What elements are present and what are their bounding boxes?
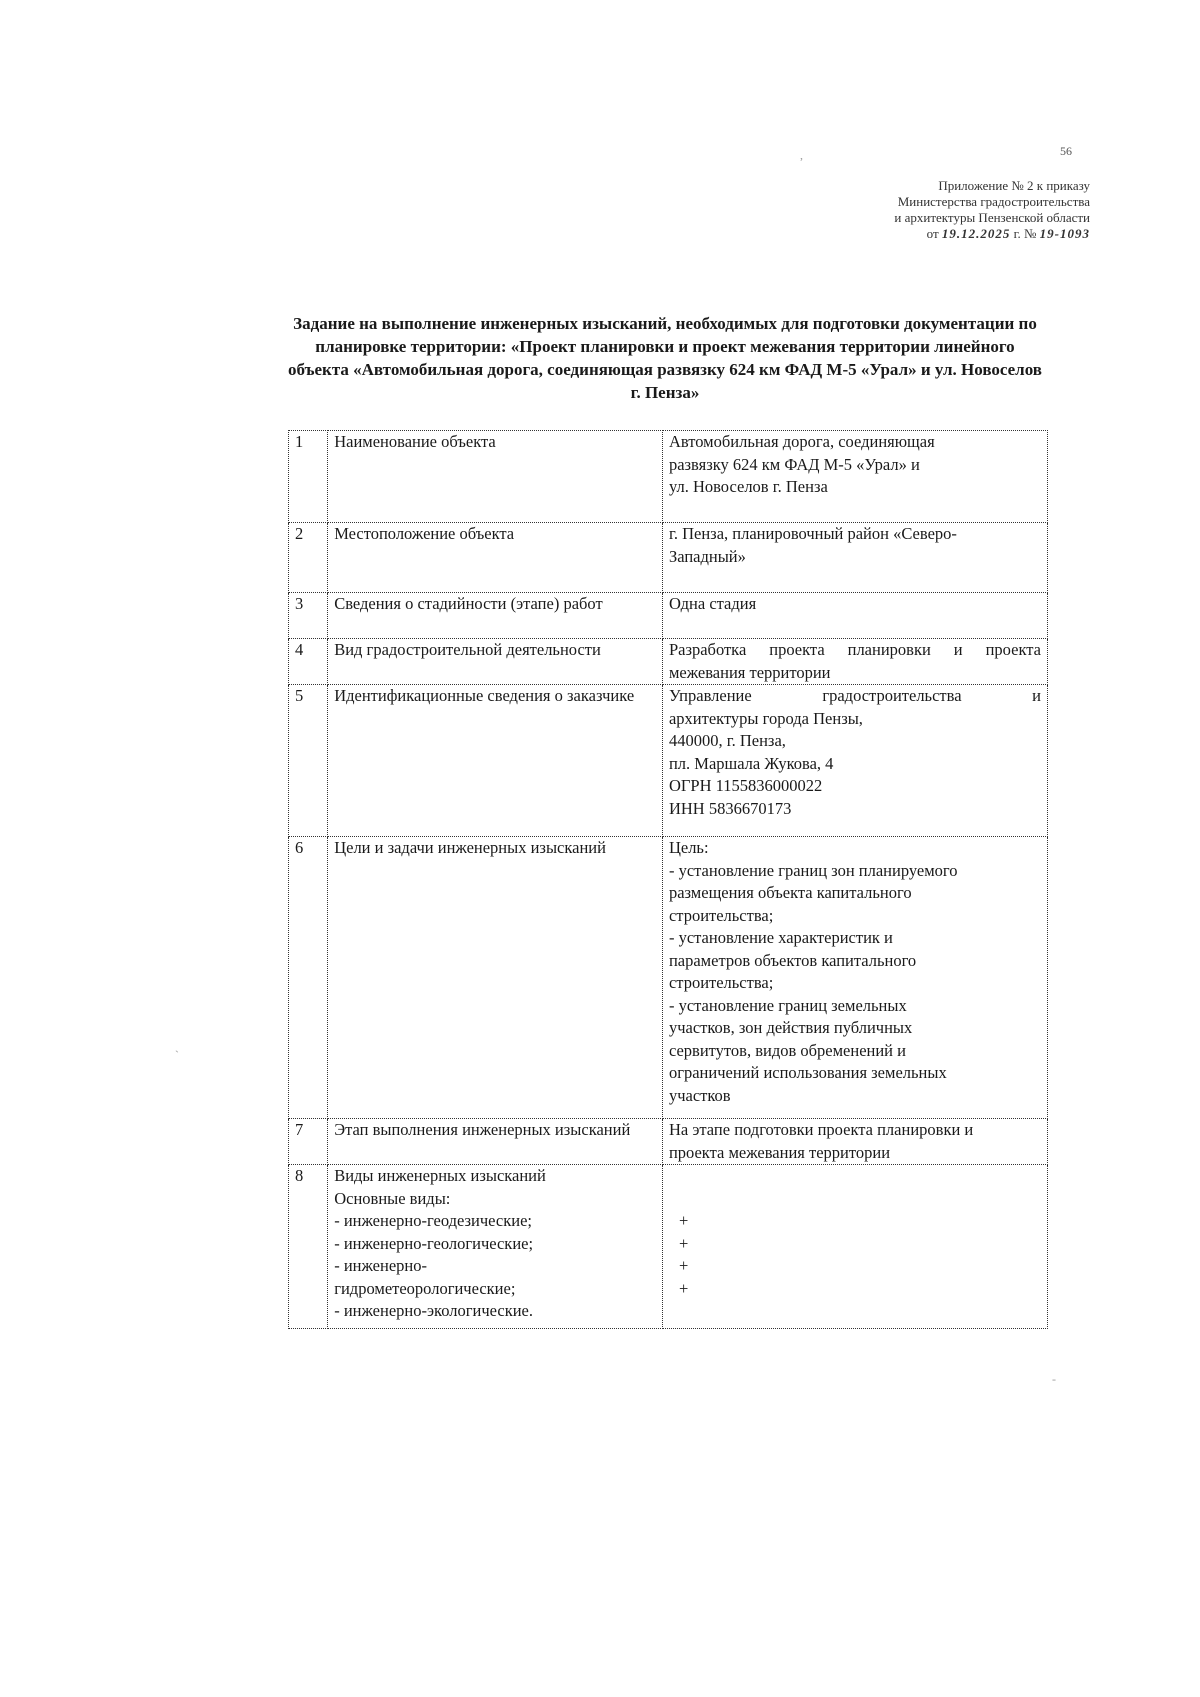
row-number: 7 — [289, 1119, 328, 1165]
cell-line: развязку 624 км ФАД М-5 «Урал» и — [668, 454, 920, 474]
cell-line: ИНН 5836670173 — [668, 798, 792, 818]
cell-line: На этапе подготовки проекта планировки и — [668, 1120, 974, 1139]
page-number: 56 — [1060, 144, 1072, 158]
cell-word: и — [1032, 686, 1041, 705]
row-name: Цели и задачи инженерных изысканий — [328, 837, 663, 1119]
appendix-line-1: Приложение № 2 к приказу — [938, 178, 1090, 193]
cell-line: строительства; — [668, 973, 774, 992]
row-name: Вид градостроительной деятельности — [328, 639, 663, 685]
cell-line: - инженерно-экологические. — [334, 1301, 533, 1320]
table-row — [289, 431, 1048, 523]
cell-line: сервитутов, видов обременений и — [668, 1040, 906, 1060]
row-number: 4 — [289, 639, 328, 685]
row-number: 1 — [289, 431, 328, 523]
stray-mark: - — [1052, 1372, 1056, 1386]
row-name — [328, 1165, 663, 1329]
row-name: Этап выполнения инженерных изысканий — [328, 1119, 663, 1165]
row-name: Местоположение объекта — [328, 523, 663, 593]
row-value — [662, 685, 1047, 837]
cell-line: + — [678, 1233, 689, 1253]
row-name: Сведения о стадийности (этапе) работ — [328, 593, 663, 639]
stray-mark: , — [800, 148, 803, 162]
row-number: 6 — [289, 837, 328, 1119]
table-row — [289, 639, 1048, 685]
cell-line: Виды инженерных изысканий — [334, 1166, 546, 1185]
row-number: 3 — [289, 593, 328, 639]
table-row — [289, 1165, 1048, 1329]
row-value — [662, 1165, 1047, 1329]
cell-word: градостроительства — [822, 686, 962, 705]
cell-line: участков — [668, 1085, 731, 1105]
row-number: 2 — [289, 523, 328, 593]
table-row — [289, 1119, 1048, 1165]
handwritten-date: 19.12.2025 — [941, 226, 1011, 241]
cell-line: ограничений использования земельных — [668, 1063, 947, 1082]
row-value — [662, 639, 1047, 685]
row-number: 8 — [289, 1165, 328, 1329]
stray-mark: ` — [175, 1048, 179, 1062]
cell-line — [669, 685, 1041, 708]
cell-line: Основные виды: — [334, 1188, 451, 1208]
row-number: 5 — [289, 685, 328, 837]
cell-line: параметров объектов капитального — [668, 950, 917, 970]
cell-line: участков, зон действия публичных — [668, 1018, 913, 1037]
appendix-line-3: и архитектуры Пензенской области — [894, 210, 1090, 225]
cell-line: размещения объекта капитального — [668, 883, 912, 902]
cell-line: - установление характеристик и — [668, 928, 893, 947]
cell-line: строительства; — [668, 905, 774, 925]
cell-line: г. Пенза, планировочный район «Северо- — [668, 524, 957, 543]
cell-line: - установление границ зон планируемого — [668, 860, 958, 880]
cell-line: гидрометеорологические; — [334, 1278, 516, 1298]
appendix-block — [760, 178, 1090, 242]
cell-line: + — [678, 1211, 689, 1230]
row-name: Наименование объекта — [328, 431, 663, 523]
row-value — [662, 523, 1047, 593]
cell-line: Западный» — [668, 546, 746, 566]
cell-line: Разработка проекта планировки и проекта межевания территории — [668, 640, 1041, 682]
date-suffix: г. № — [1013, 226, 1037, 241]
cell-line: проекта межевания территории — [668, 1142, 891, 1162]
row-value — [662, 431, 1047, 523]
cell-line: - установление границ земельных — [668, 995, 907, 1015]
appendix-line-2: Министерства градостроительства — [897, 194, 1090, 209]
cell-line: Одна стадия — [668, 594, 757, 613]
cell-line: - инженерно-геологические; — [334, 1233, 534, 1253]
date-prefix: от — [926, 226, 939, 241]
task-table — [288, 430, 1048, 1329]
row-value — [662, 837, 1047, 1119]
cell-line: Цель: — [668, 838, 709, 857]
cell-line: + — [678, 1278, 689, 1298]
table-row — [289, 837, 1048, 1119]
table-row — [289, 523, 1048, 593]
table-row — [289, 593, 1048, 639]
row-value — [662, 593, 1047, 639]
cell-line: - инженерно- — [334, 1256, 427, 1275]
row-value — [662, 1119, 1047, 1165]
cell-line: Автомобильная дорога, соединяющая — [668, 432, 935, 451]
cell-line: ОГРН 1155836000022 — [668, 776, 823, 795]
cell-line: архитектуры города Пензы, — [668, 708, 863, 728]
cell-line: + — [678, 1256, 689, 1275]
handwritten-number: 19-1093 — [1039, 226, 1090, 241]
appendix-date-line — [760, 226, 1090, 242]
cell-line: 440000, г. Пенза, — [668, 731, 786, 750]
cell-line: - инженерно-геодезические; — [334, 1211, 532, 1230]
table-row — [289, 685, 1048, 837]
cell-line: ул. Новоселов г. Пенза — [668, 477, 828, 496]
row-name: Идентификационные сведения о заказчике — [328, 685, 663, 837]
cell-word: Управление — [668, 686, 752, 705]
document-title: Задание на выполнение инженерных изысканий, необходимых для подготовки документации по планировке территории: «Проект планировки и проект межевания территории линейного объекта «Автомобильная дорога, соединяющая развязку 624 км ФАД М-5 «Урал» и ул. Новоселов г. Пенза» — [288, 314, 1042, 402]
cell-spacer — [669, 1165, 1041, 1210]
cell-line: пл. Маршала Жукова, 4 — [668, 753, 834, 773]
